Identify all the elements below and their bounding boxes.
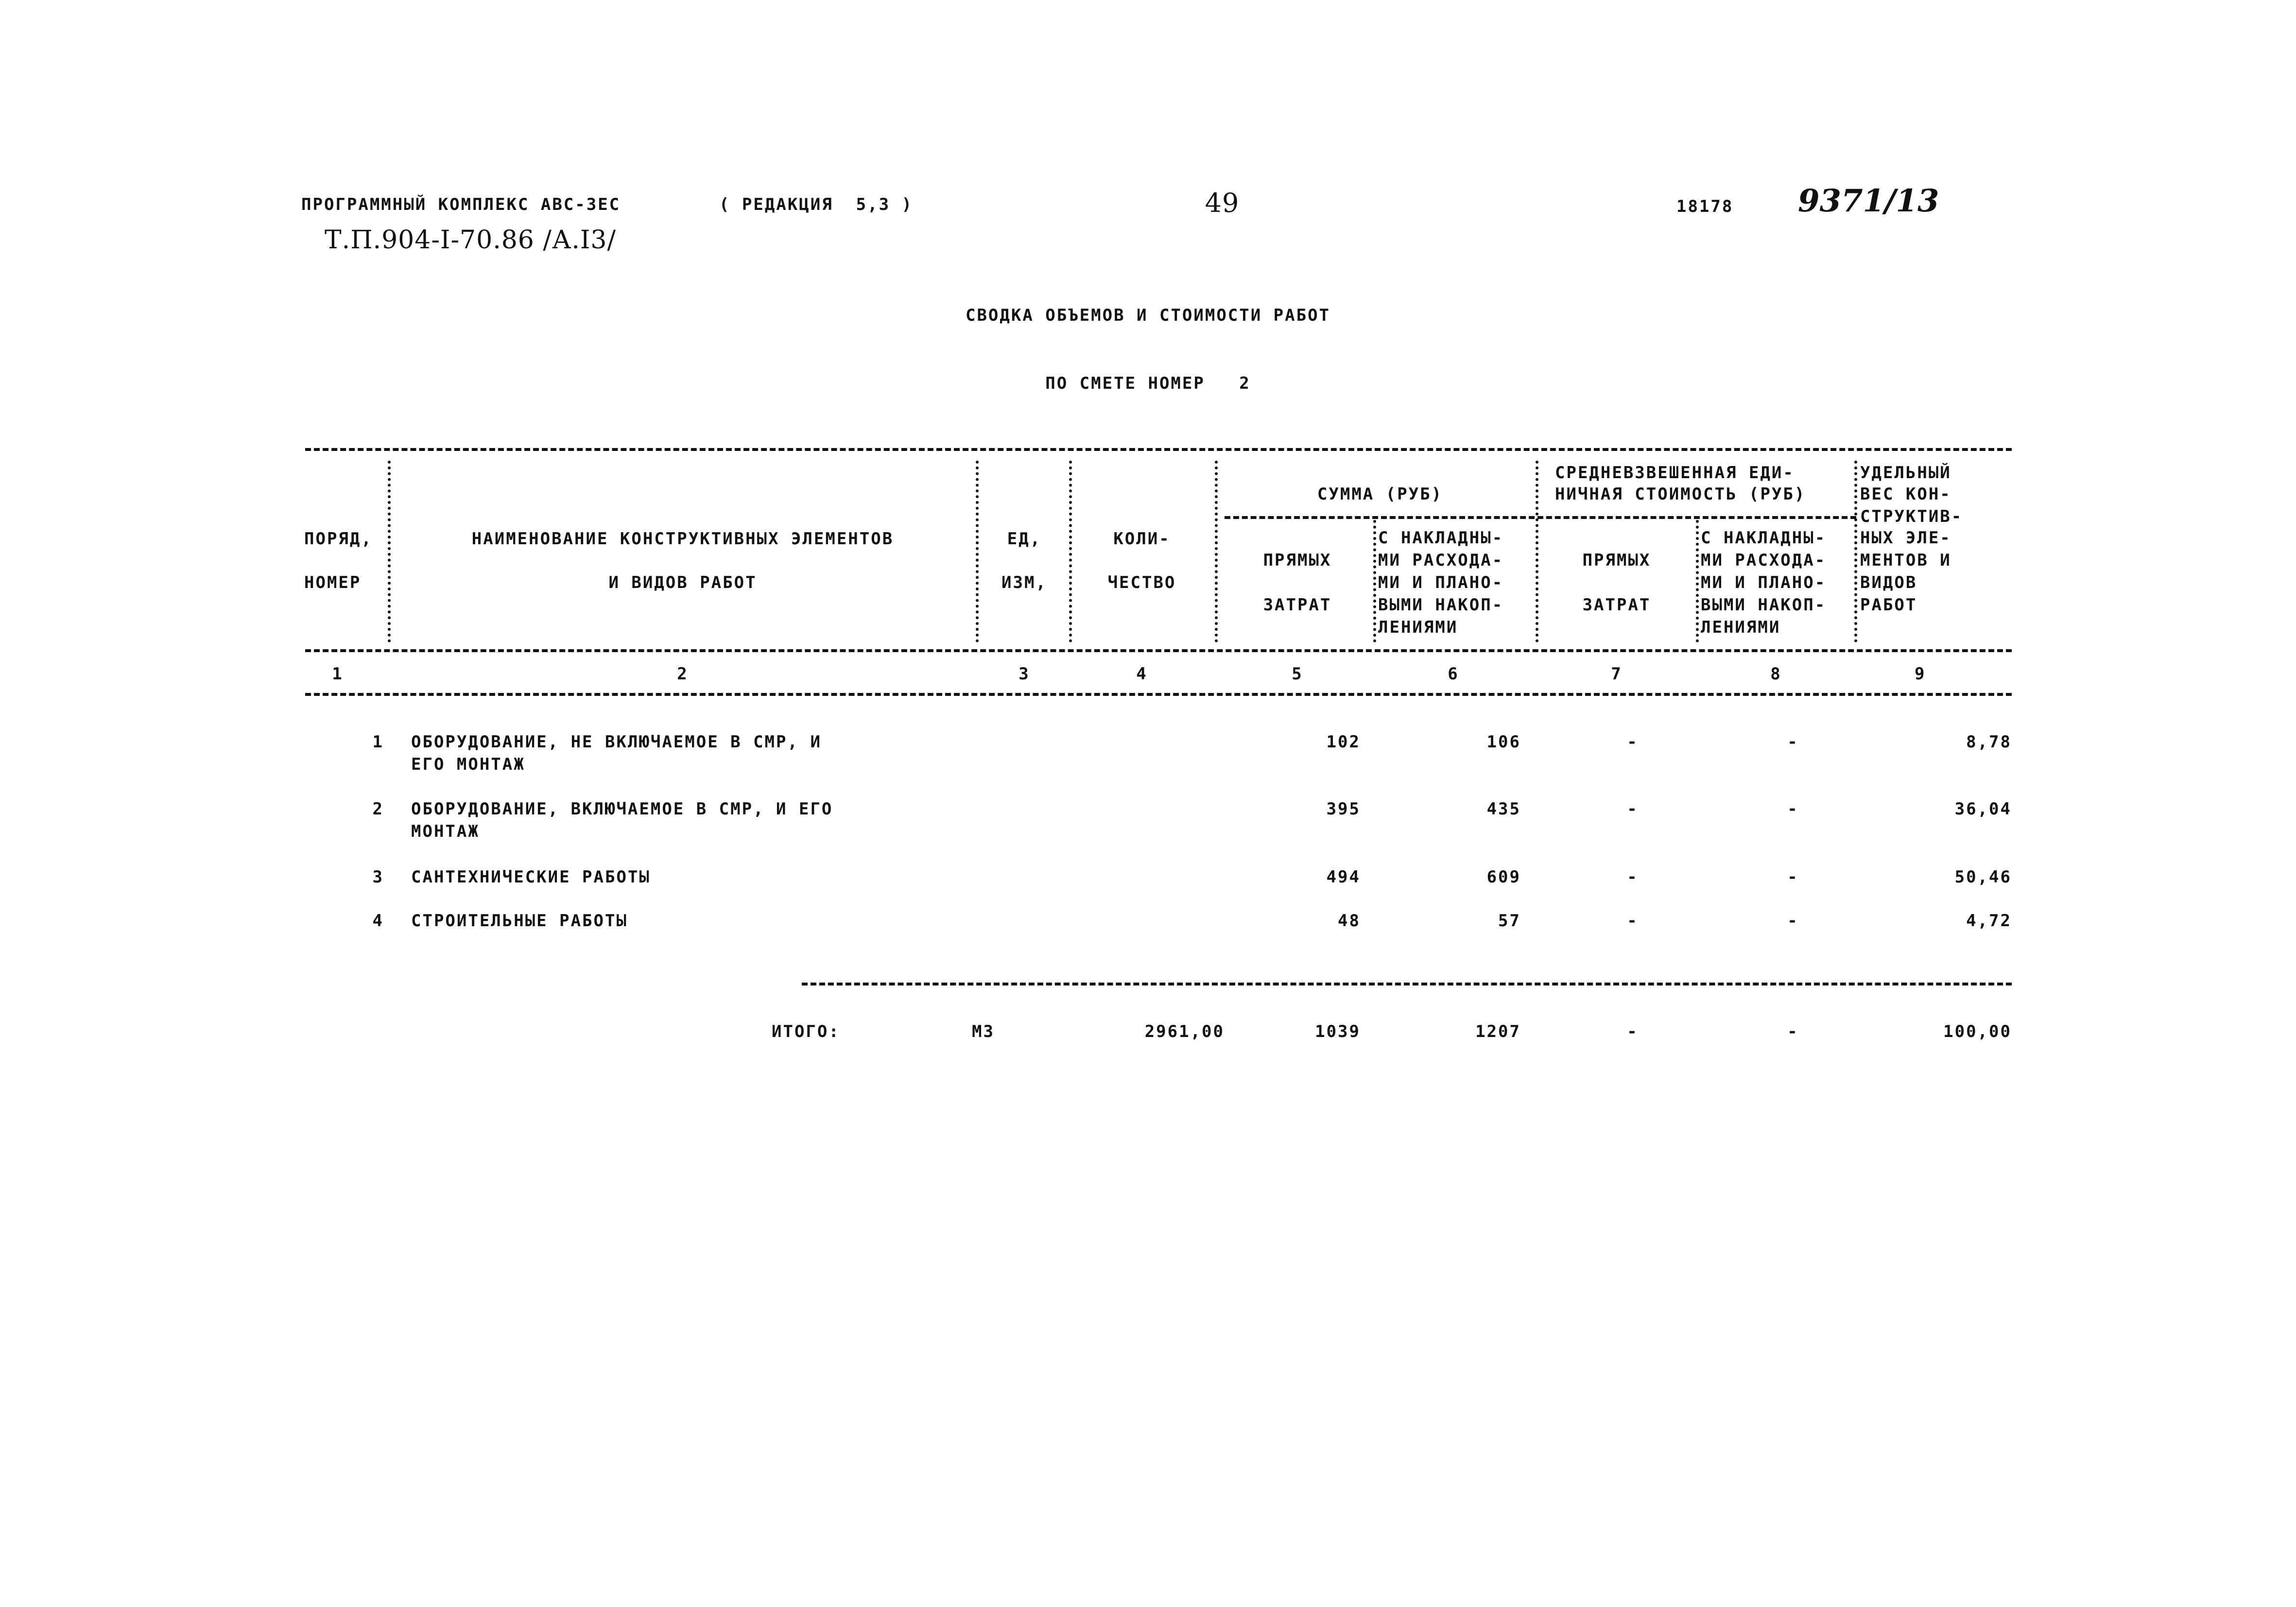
- avg-direct: -: [1627, 732, 1639, 752]
- total-avg-direct: -: [1627, 1022, 1639, 1041]
- total-overhead-costs: 1207: [1475, 1022, 1521, 1041]
- table-top-rule: [305, 448, 2012, 451]
- direct-costs-header-2: ЗАТРАТ: [1263, 595, 1332, 615]
- total-direct-costs: 1039: [1315, 1022, 1361, 1041]
- unit-header-2: ИЗМ,: [1001, 573, 1047, 592]
- separator: [1215, 461, 1218, 642]
- separator: [1696, 520, 1699, 642]
- group-subheader-rule: [1225, 516, 1856, 519]
- overhead-header-4: ВЫМИ НАКОП-: [1378, 595, 1504, 615]
- direct-costs-header: ПРЯМЫХ: [1263, 551, 1332, 570]
- separator: [1536, 461, 1538, 642]
- code-number: 18178: [1676, 197, 1734, 216]
- column-number: 3: [1019, 664, 1030, 684]
- avg-overhead: -: [1787, 911, 1799, 931]
- avg-direct-header-2: ЗАТРАТ: [1582, 595, 1651, 615]
- overhead-header-1: С НАКЛАДНЫ-: [1378, 528, 1504, 548]
- page-number: 49: [1205, 188, 1240, 218]
- share-header-7: РАБОТ: [1860, 595, 1917, 615]
- page-title: СВОДКА ОБЪЕМОВ И СТОИМОСТИ РАБОТ: [965, 306, 1331, 325]
- overhead-costs: 57: [1498, 911, 1521, 931]
- overhead-header-2: МИ РАСХОДА-: [1378, 551, 1504, 570]
- header-bottom-rule: [305, 649, 2012, 652]
- column-number: 1: [332, 664, 344, 684]
- row-number: 2: [372, 799, 384, 819]
- direct-costs: 48: [1338, 911, 1361, 931]
- avg-direct-header: ПРЯМЫХ: [1582, 551, 1651, 570]
- row-name-continued: ЕГО МОНТАЖ: [411, 755, 525, 774]
- share-percent: 8,78: [1966, 732, 2012, 752]
- separator: [1854, 461, 1857, 642]
- total-quantity: 2961,00: [1144, 1022, 1225, 1041]
- avg-overhead-header-4: ВЫМИ НАКОП-: [1701, 595, 1827, 615]
- share-header-6: ВИДОВ: [1860, 573, 1917, 592]
- row-name: ОБОРУДОВАНИЕ, ВКЛЮЧАЕМОЕ В СМР, И ЕГО: [411, 799, 833, 819]
- share-header-1: УДЕЛЬНЫЙ: [1860, 463, 1951, 483]
- row-name: ОБОРУДОВАНИЕ, НЕ ВКЛЮЧАЕМОЕ В СМР, И: [411, 732, 822, 752]
- column-number: 9: [1915, 664, 1926, 684]
- total-label: ИТОГО:: [772, 1022, 840, 1041]
- avg-overhead-header-2: МИ РАСХОДА-: [1701, 551, 1827, 570]
- column-number: 2: [677, 664, 689, 684]
- share-header-2: ВЕС КОН-: [1860, 484, 1951, 504]
- avg-group-header: СРЕДНЕВЗВЕШЕННАЯ ЕДИ-: [1555, 463, 1795, 483]
- column-number-rule: [305, 693, 2012, 696]
- separator: [388, 461, 391, 642]
- avg-direct: -: [1627, 799, 1639, 819]
- column-number: 5: [1292, 664, 1303, 684]
- share-header-3: СТРУКТИВ-: [1860, 507, 1963, 526]
- share-percent: 4,72: [1966, 911, 2012, 931]
- avg-overhead-header-1: С НАКЛАДНЫ-: [1701, 528, 1827, 548]
- order-header-2: НОМЕР: [304, 573, 362, 592]
- avg-overhead: -: [1787, 732, 1799, 752]
- overhead-costs: 435: [1486, 799, 1521, 819]
- document-id: Т.П.904-I-70.86 /А.I3/: [325, 225, 616, 255]
- avg-overhead: -: [1787, 799, 1799, 819]
- direct-costs: 494: [1326, 867, 1361, 887]
- name-header: НАИМЕНОВАНИЕ КОНСТРУКТИВНЫХ ЭЛЕМЕНТОВ: [471, 529, 894, 549]
- edition: ( РЕДАКЦИЯ 5,3 ): [719, 195, 913, 214]
- overhead-header-3: МИ И ПЛАНО-: [1378, 573, 1504, 592]
- avg-overhead-header-5: ЛЕНИЯМИ: [1701, 618, 1781, 637]
- order-header: ПОРЯД,: [304, 529, 373, 549]
- row-name-continued: МОНТАЖ: [411, 822, 480, 841]
- row-name: САНТЕХНИЧЕСКИЕ РАБОТЫ: [411, 867, 651, 887]
- row-number: 3: [372, 867, 384, 887]
- avg-group-header-2: НИЧНАЯ СТОИМОСТЬ (РУБ): [1555, 484, 1806, 504]
- separator: [976, 461, 979, 642]
- program-name: ПРОГРАММНЫЙ КОМПЛЕКС АВС-3ЕС: [301, 195, 621, 214]
- separator: [1069, 461, 1072, 642]
- total-avg-overhead: -: [1787, 1022, 1799, 1041]
- overhead-costs: 106: [1486, 732, 1521, 752]
- overhead-costs: 609: [1486, 867, 1521, 887]
- page-subtitle: ПО СМЕТЕ НОМЕР 2: [1045, 374, 1251, 393]
- unit-header: ЕД,: [1007, 529, 1042, 549]
- share-percent: 36,04: [1954, 799, 2012, 819]
- overhead-header-5: ЛЕНИЯМИ: [1378, 618, 1458, 637]
- quantity-header-2: ЧЕСТВО: [1107, 573, 1176, 592]
- share-header-5: МЕНТОВ И: [1860, 551, 1951, 570]
- avg-direct: -: [1627, 867, 1639, 887]
- row-name: СТРОИТЕЛЬНЫЕ РАБОТЫ: [411, 911, 628, 931]
- column-number: 4: [1136, 664, 1148, 684]
- column-number: 6: [1448, 664, 1459, 684]
- row-number: 1: [372, 732, 384, 752]
- direct-costs: 102: [1326, 732, 1361, 752]
- column-number: 7: [1611, 664, 1623, 684]
- share-percent: 50,46: [1954, 867, 2012, 887]
- total-rule: [802, 983, 2012, 985]
- name-header-2: И ВИДОВ РАБОТ: [608, 573, 757, 592]
- total-unit: М3: [972, 1022, 995, 1041]
- quantity-header: КОЛИ-: [1113, 529, 1171, 549]
- total-share: 100,00: [1943, 1022, 2012, 1041]
- separator: [1373, 520, 1376, 642]
- share-header-4: НЫХ ЭЛЕ-: [1860, 528, 1951, 548]
- avg-overhead-header-3: МИ И ПЛАНО-: [1701, 573, 1827, 592]
- avg-direct: -: [1627, 911, 1639, 931]
- row-number: 4: [372, 911, 384, 931]
- direct-costs: 395: [1326, 799, 1361, 819]
- avg-overhead: -: [1787, 867, 1799, 887]
- sum-group-header: СУММА (РУБ): [1317, 484, 1443, 504]
- archive-number: 9371/13: [1798, 183, 1939, 219]
- column-number: 8: [1770, 664, 1782, 684]
